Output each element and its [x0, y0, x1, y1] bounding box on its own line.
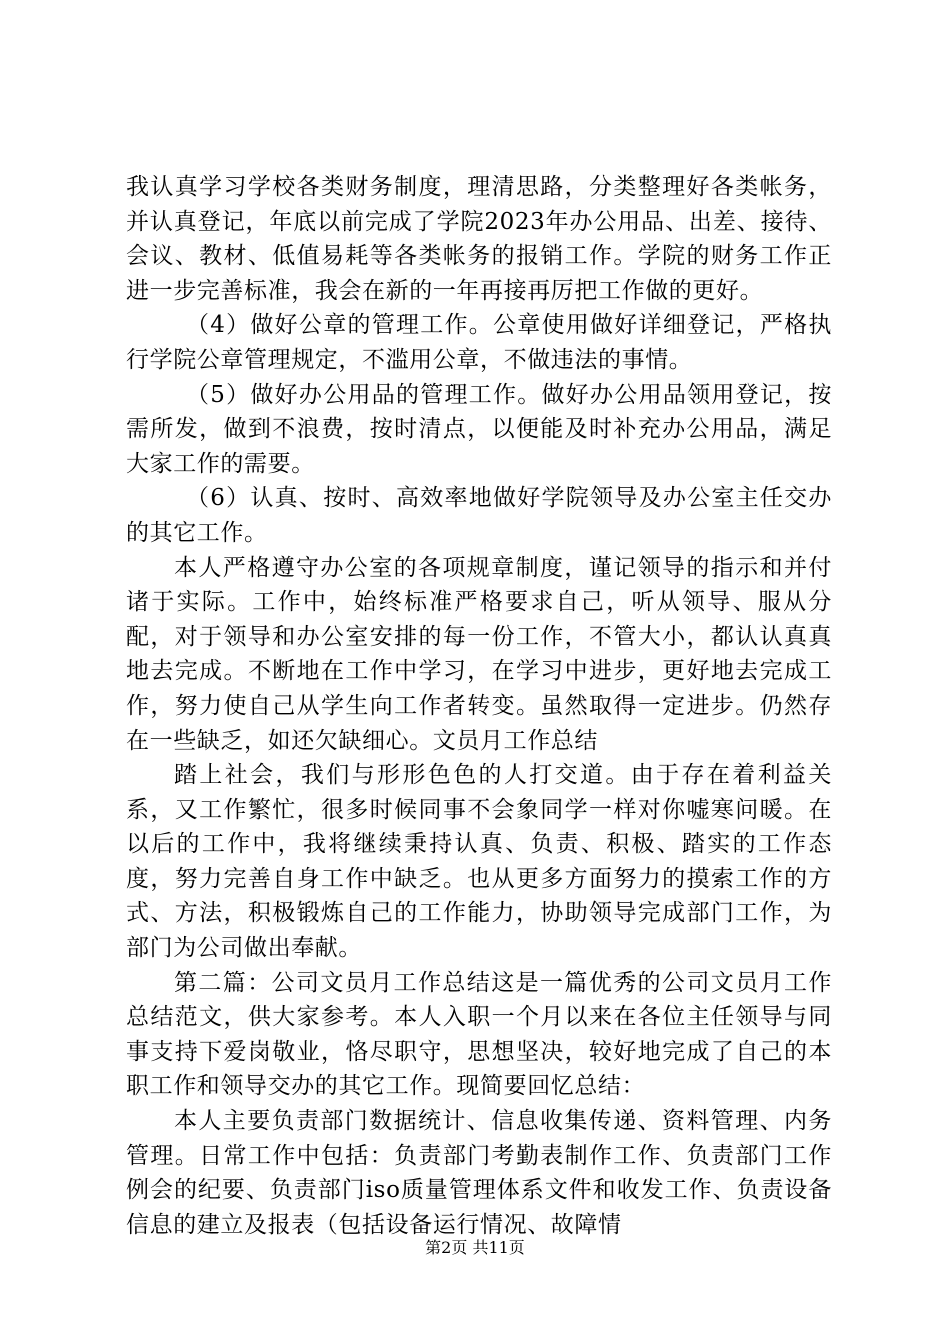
page-number-footer: 第2页 共11页 [425, 1238, 525, 1257]
paragraph-item-5: （5）做好办公用品的管理工作。做好办公用品领用登记，按需所发，做到不浪费，按时清点，以便能及时补充办公用品，满足大家工作的需要。 [126, 381, 832, 477]
paragraph-item-4: （4）做好公章的管理工作。公章使用做好详细登记，严格执行学院公章管理规定，不滥用公章，不做违法的事情。 [126, 312, 832, 373]
document-body [126, 170, 832, 1242]
paragraph-society: 踏上社会，我们与形形色色的人打交道。由于存在着利益关系，又工作繁忙，很多时候同事不会象同学一样对你嘘寒问暖。在以后的工作中，我将继续秉持认真、负责、积极、踏实的工作态度，努力完善自身工作中缺乏。也从更多方面努力的摸索工作的方式、方法，积极锻炼自己的工作能力，协助领导完成部门工作，为部门为公司做出奉献。 [126, 762, 832, 962]
paragraph-responsibilities: 本人主要负责部门数据统计、信息收集传递、资料管理、内务管理。日常工作中包括：负责部门考勤表制作工作、负责部门工作例会的纪要、负责部门iso质量管理体系文件和收发工作、负责设备信息的建立及报表（包括设备运行情况、故障情 [126, 1108, 832, 1238]
paragraph-item-6: （6）认真、按时、高效率地做好学院领导及办公室主任交办的其它工作。 [126, 485, 832, 546]
paragraph-self-review: 本人严格遵守办公室的各项规章制度，谨记领导的指示和并付诸于实际。工作中，始终标准严格要求自己，听从领导、服从分配，对于领导和办公室安排的每一份工作，不管大小，都认认真真地去完成。不断地在工作中学习，在学习中进步，更好地去完成工作，努力使自己从学生向工作者转变。虽然取得一定进步。仍然存在一些缺乏，如还欠缺细心。文员月工作总结 [126, 554, 832, 754]
paragraph-finance: 我认真学习学校各类财务制度，理清思路，分类整理好各类帐务，并认真登记，年底以前完成了学院2023年办公用品、出差、接待、会议、教材、低值易耗等各类帐务的报销工作。学院的财务工作正进一步完善标准，我会在新的一年再接再厉把工作做的更好。 [126, 174, 832, 304]
paragraph-second-article: 第二篇：公司文员月工作总结这是一篇优秀的公司文员月工作总结范文，供大家参考。本人入职一个月以来在各位主任领导与同事支持下爱岗敬业，恪尽职守，思想坚决，较好地完成了自己的本职工作和领导交办的其它工作。现简要回忆总结： [126, 969, 832, 1100]
